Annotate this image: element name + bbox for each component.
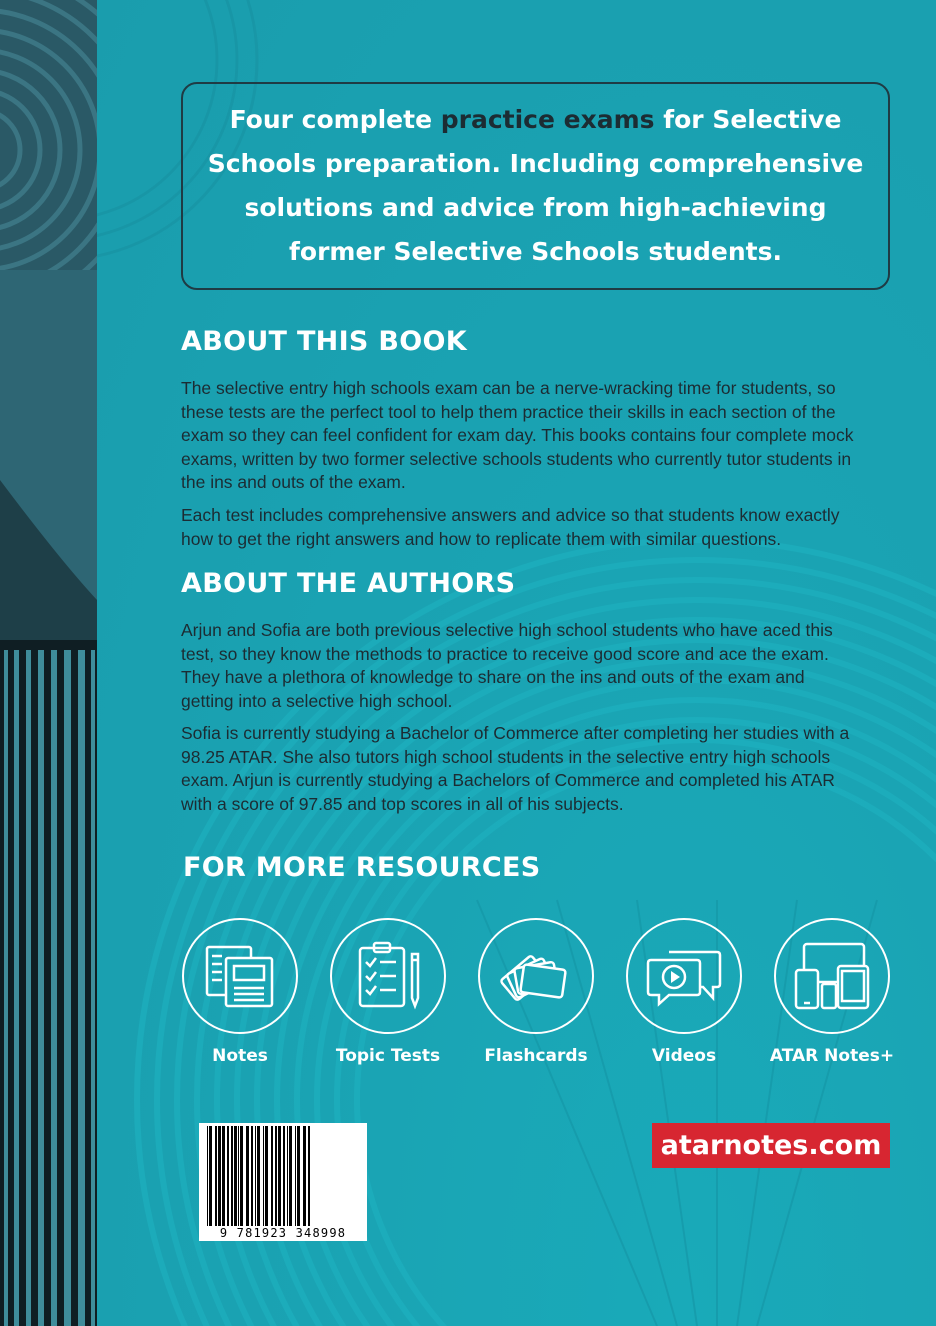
barcode-bar-21 bbox=[289, 1126, 292, 1226]
barcode-bar-25 bbox=[308, 1126, 310, 1226]
barcode-bar-14 bbox=[263, 1126, 264, 1226]
notes-icon bbox=[204, 944, 276, 1008]
barcode-bar-23 bbox=[297, 1126, 300, 1226]
resources-row bbox=[180, 918, 895, 1068]
spine-strip bbox=[0, 0, 97, 1326]
barcode-bar-12 bbox=[255, 1126, 256, 1226]
tagline bbox=[207, 98, 864, 274]
devices-icon bbox=[792, 940, 872, 1012]
website-badge[interactable]: atarnotes.com bbox=[652, 1123, 890, 1168]
barcode-bar-24 bbox=[303, 1126, 306, 1226]
barcode-bar-15 bbox=[265, 1126, 268, 1226]
about-book-paragraph-2: Each test includes comprehensive answers and advice so that students know exactly how to get the right answers and how to replicate them with similar questions. bbox=[181, 505, 840, 549]
resource-notes-label: Notes bbox=[212, 1046, 268, 1066]
resource-flashcards-circle bbox=[478, 918, 594, 1034]
barcode-bar-19 bbox=[283, 1126, 285, 1226]
resource-notes[interactable] bbox=[180, 918, 300, 1068]
barcode-bar-13 bbox=[257, 1126, 260, 1226]
about-authors-heading: ABOUT THE AUTHORS bbox=[181, 568, 516, 599]
video-chat-icon bbox=[645, 942, 723, 1010]
resource-atar-notes-plus-label: ATAR Notes+ bbox=[769, 1046, 895, 1066]
checklist-icon bbox=[352, 940, 424, 1012]
barcode-bar-3 bbox=[218, 1126, 221, 1226]
barcode-bar-18 bbox=[278, 1126, 281, 1226]
flashcards-icon bbox=[498, 941, 574, 1011]
resource-atar-notes-plus-circle bbox=[774, 918, 890, 1034]
barcode-bar-2 bbox=[215, 1126, 217, 1226]
tagline-after: for Selective Schools preparation. Including comprehensive solutions and advice from high-achieving former Selective Schools students. bbox=[207, 105, 864, 266]
resource-videos-label: Videos bbox=[651, 1046, 717, 1066]
about-book-heading: ABOUT THIS BOOK bbox=[181, 326, 467, 357]
about-authors-paragraph-2: Sofia is currently studying a Bachelor of Commerce after completing her studies with a 98.25 ATAR. She also tutors high school students in the selective entry high schools exam. Arjun is currently studying a Bachelors of Commerce and completed his ATAR with a score of 97.85 and top scores in all of his subjects. bbox=[181, 723, 850, 814]
about-authors-paragraph-1: Arjun and Sofia are both previous selective high school students who have aced this test, so they know the methods to practice to receive good score and ace the exam. They have a plethora of knowledge to share on the ins and outs of the exam and getting into a selective high school. bbox=[181, 620, 833, 711]
barcode-bar-1 bbox=[209, 1126, 212, 1226]
resource-flashcards-label: Flashcards bbox=[484, 1046, 588, 1066]
barcode-bar-11 bbox=[251, 1126, 253, 1226]
barcode-bar-0 bbox=[207, 1126, 208, 1226]
barcode-bar-20 bbox=[287, 1126, 288, 1226]
barcode-number: 9 781923 348998 bbox=[219, 1226, 347, 1240]
barcode-bar-4 bbox=[222, 1126, 225, 1226]
barcode-bar-6 bbox=[231, 1126, 233, 1226]
spine-decoration bbox=[0, 0, 97, 1326]
barcode-bar-22 bbox=[295, 1126, 296, 1226]
barcode-bar-10 bbox=[246, 1126, 249, 1226]
resource-topic-tests-circle bbox=[330, 918, 446, 1034]
barcode-bar-8 bbox=[238, 1126, 239, 1226]
barcode-bars bbox=[205, 1126, 361, 1226]
tagline-before: Four complete bbox=[229, 105, 441, 134]
barcode-bar-9 bbox=[240, 1126, 243, 1226]
barcode-bar-7 bbox=[234, 1126, 237, 1226]
resource-flashcards[interactable] bbox=[476, 918, 596, 1068]
about-book-paragraph-1: The selective entry high schools exam can be a nerve-wracking time for students, so these tests are the perfect tool to help them practice their skills in each section of the exam so they can feel confident for exam day. This books contains four complete mock exams, written by two former selective schools students who currently tutor students in the ins and outs of the exam. bbox=[181, 378, 854, 492]
resource-notes-circle bbox=[182, 918, 298, 1034]
resource-atar-notes-plus[interactable] bbox=[769, 918, 895, 1068]
barcode-bar-5 bbox=[227, 1126, 229, 1226]
tagline-highlight: practice exams bbox=[440, 105, 655, 134]
barcode bbox=[199, 1123, 367, 1241]
resource-videos[interactable] bbox=[624, 918, 744, 1068]
barcode-bar-16 bbox=[271, 1126, 273, 1226]
resource-topic-tests[interactable] bbox=[328, 918, 448, 1068]
barcode-bar-17 bbox=[275, 1126, 277, 1226]
resource-topic-tests-label: Topic Tests bbox=[335, 1046, 441, 1066]
resource-videos-circle bbox=[626, 918, 742, 1034]
resources-heading: FOR MORE RESOURCES bbox=[183, 852, 541, 883]
tagline-box bbox=[181, 82, 890, 290]
